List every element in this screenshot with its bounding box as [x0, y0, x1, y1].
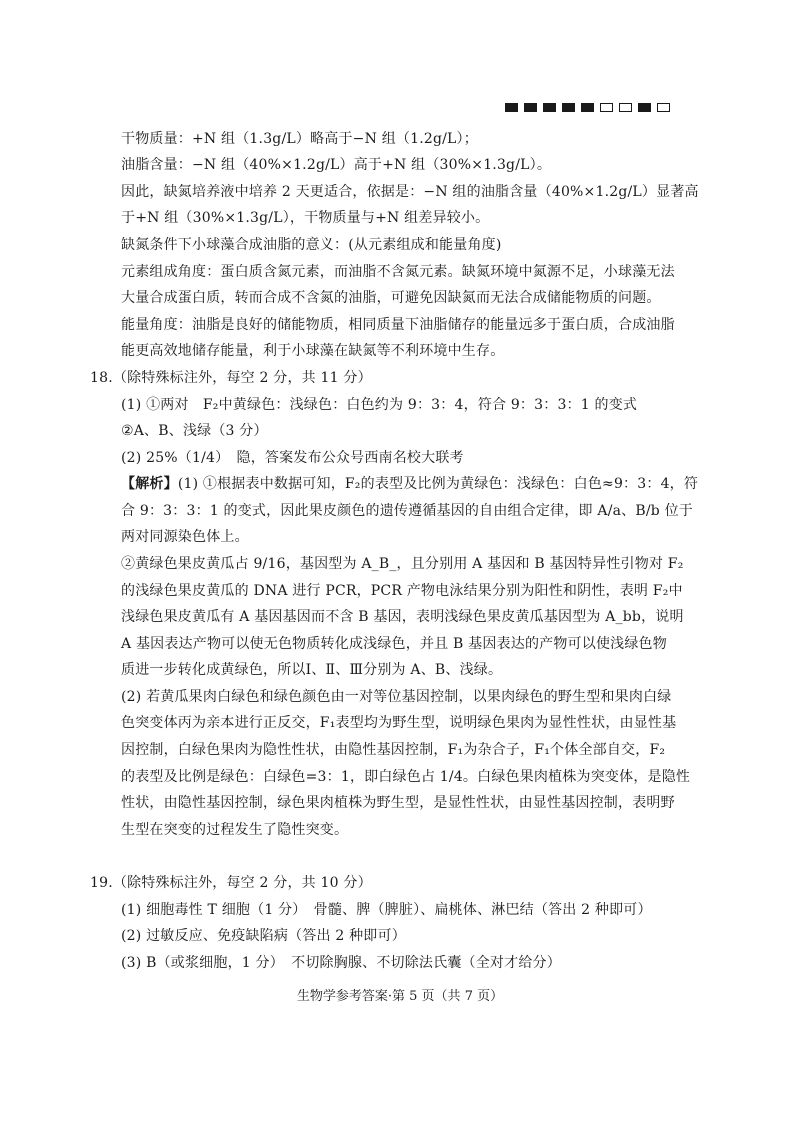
marker-filled [543, 103, 556, 112]
text-line: 油脂含量：−N 组（40%×1.2g/L）高于+N 组（30%×1.3g/L）。 [121, 157, 552, 173]
text-line: 因此，缺氮培养液中培养 2 天更适合，依据是：−N 组的油脂含量（40%×1.2g/L）显著高 [121, 184, 699, 200]
marker-empty [600, 103, 613, 112]
answer-line: (1) 细胞毒性 T 细胞（1 分） 骨髓、脾（脾脏）、扁桃体、淋巴结（答出 2 种即可） [121, 902, 652, 918]
text-line: 两对同源染色体上。 [121, 529, 249, 545]
text-line: 元素组成角度：蛋白质含氮元素，而油脂不含氮元素。缺氮环境中氮源不足，小球藻无法 [121, 264, 675, 280]
text-line: 于+N 组（30%×1.3g/L），干物质量与+N 组差异较小。 [121, 210, 490, 226]
text-line: 的浅绿色果皮黄瓜的 DNA 进行 PCR，PCR 产物电泳结果分别为阳性和阴性，表明 F₂中 [121, 583, 683, 599]
analysis-label: 【解析】 [121, 476, 178, 492]
text-line: 缺氮条件下小球藻合成油脂的意义：(从元素组成和能量角度) [121, 237, 502, 253]
analysis-text: (1) ①根据表中数据可知，F₂的表型及比例为黄绿色：浅绿色：白色≈9：3：4，符 [177, 476, 699, 492]
marker-filled [581, 103, 594, 112]
question-header-19: 19.（除特殊标注外，每空 2 分，共 10 分） [90, 875, 372, 891]
text-line: 能量角度：油脂是良好的储能物质，相同质量下油脂储存的能量远多于蛋白质，合成油脂 [121, 317, 675, 333]
text-line: ②黄绿色果皮黄瓜占 9/16，基因型为 A_B_，且分别用 A 基因和 B 基因特异性引物对 F₂ [121, 556, 684, 572]
text-line: 质进一步转化成黄绿色，所以Ⅰ、Ⅱ、Ⅲ分别为 A、B、浅绿。 [121, 662, 503, 678]
marker-empty [619, 103, 632, 112]
text-line: 合 9：3：3：1 的变式，因此果皮颜色的遗传遵循基因的自由组合定律，即 A/a、B/b 位于 [121, 503, 693, 519]
text-line: 浅绿色果皮黄瓜有 A 基因基因而不含 B 基因，表明浅绿色果皮黄瓜基因型为 A_bb，说明 [121, 609, 684, 625]
text-line: 干物质量：+N 组（1.3g/L）略高于−N 组（1.2g/L）； [121, 131, 478, 147]
header-marker-strip [505, 103, 670, 112]
text-line: 生型在突变的过程发生了隐性突变。 [121, 822, 349, 838]
answer-line: ②A、B、浅绿（3 分） [121, 423, 268, 439]
answer-line: (3) B（或浆细胞，1 分） 不切除胸腺、不切除法氏囊（全对才给分） [121, 955, 561, 971]
text-line: 因控制，白绿色果肉为隐性性状，由隐性基因控制，F₁为杂合子，F₁个体全部自交，F₂ [121, 742, 666, 758]
marker-filled [638, 103, 651, 112]
text-line: 大量合成蛋白质，转而合成不含氮的油脂，可避免因缺氮而无法合成储能物质的问题。 [121, 290, 661, 306]
text-line: 性状，由隐性基因控制，绿色果肉植株为野生型，是显性性状，由显性基因控制，表明野 [121, 795, 675, 811]
analysis-line [121, 474, 698, 494]
text-line: 能更高效地储存能量，利于小球藻在缺氮等不利环境中生存。 [121, 343, 505, 359]
marker-filled [562, 103, 575, 112]
answer-line: (2) 过敏反应、免疫缺陷病（答出 2 种即可） [121, 928, 406, 944]
answer-line: (2) 25%（1/4） 隐，答案发布公众号西南名校大联考 [121, 450, 464, 466]
question-header-18: 18.（除特殊标注外，每空 2 分，共 11 分） [90, 370, 372, 386]
answer-line: (1) ①两对 F₂中黄绿色：浅绿色：白色约为 9：3：4，符合 9：3：3：1 的变式 [121, 397, 638, 413]
text-line: A 基因表达产物可以使无色物质转化成浅绿色，并且 B 基因表达的产物可以使浅绿色物 [121, 636, 667, 652]
marker-filled [505, 103, 518, 112]
text-line: (2) 若黄瓜果肉白绿色和绿色颜色由一对等位基因控制，以果肉绿色的野生型和果肉白绿 [121, 689, 672, 705]
marker-filled [524, 103, 537, 112]
text-line: 的表型及比例是绿色：白绿色=3：1，即白绿色占 1/4。白绿色果肉植株为突变体，是隐性 [121, 769, 691, 785]
text-line: 色突变体丙为亲本进行正反交，F₁表型均为野生型，说明绿色果肉为显性性状，由显性基 [121, 715, 677, 731]
page-footer: 生物学参考答案·第 5 页（共 7 页） [296, 989, 504, 1004]
marker-empty [657, 103, 670, 112]
